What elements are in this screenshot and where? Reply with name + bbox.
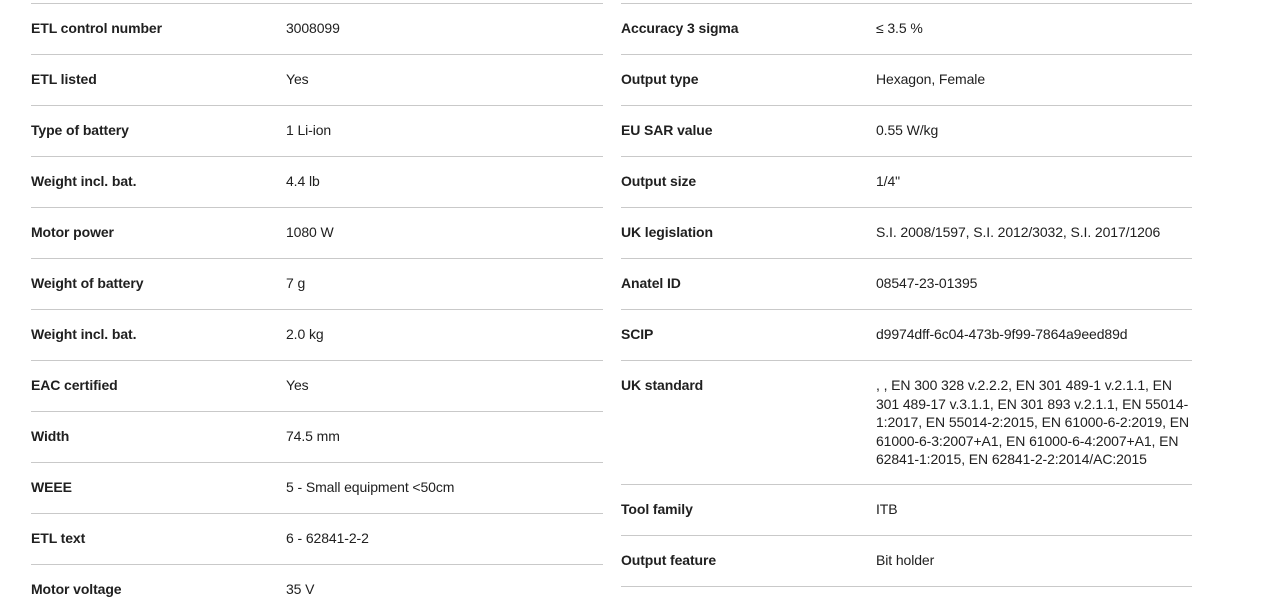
spec-label: SCIP [621,326,654,342]
spec-value: 08547-23-01395 [876,275,978,291]
spec-value: 1080 W [286,224,334,240]
spec-value: d9974dff-6c04-473b-9f99-7864a9eed89d [876,326,1128,342]
spec-row-scip [621,310,1192,361]
spec-value: 74.5 mm [286,428,340,444]
spec-value: 6 - 62841-2-2 [286,530,369,546]
spec-value: Bit holder [876,551,935,568]
spec-value: Yes [286,377,309,393]
spec-row-output-feature [621,536,1192,587]
spec-row-etl-control-number [31,4,603,55]
spec-value: 4.4 lb [286,173,320,189]
spec-row-accuracy-3-sigma [621,4,1192,55]
spec-row-etl-listed [31,55,603,106]
spec-value: 3008099 [286,20,340,36]
spec-label: UK legislation [621,224,713,240]
spec-value: Yes [286,71,309,87]
spec-value: ≤ 3.5 % [876,20,923,36]
spec-row-uk-standard [621,361,1192,485]
spec-row-eu-sar-value [621,106,1192,157]
spec-label: EAC certified [31,377,118,393]
spec-label: Tool family [621,500,693,517]
spec-row-motor-power [31,208,603,259]
spec-label: Weight of battery [31,275,144,291]
spec-label: ETL control number [31,20,162,36]
spec-row-weee [31,463,603,514]
spec-row-type-of-battery [31,106,603,157]
spec-label: Output size [621,173,697,189]
spec-label: Weight incl. bat. [31,173,137,189]
spec-table-right [621,3,1192,612]
spec-row-weight-incl-bat-lb [31,157,603,208]
spec-value: 1 Li-ion [286,122,332,138]
spec-row-weight-incl-bat-kg [31,310,603,361]
spec-label: Output feature [621,551,717,568]
spec-label: ETL listed [31,71,97,87]
spec-row-etl-text [31,514,603,565]
spec-value: Hexagon, Female [876,71,986,87]
spec-value: 35 V [286,581,315,597]
spec-label: ETL text [31,530,86,546]
spec-label: Weight incl. bat. [31,326,137,342]
spec-row-output-type [621,55,1192,106]
spec-label: WEEE [31,479,72,495]
spec-label: Anatel ID [621,275,681,291]
spec-label: Motor voltage [31,581,122,597]
spec-row-width [31,412,603,463]
spec-row-eac-certified [31,361,603,412]
spec-table-left [31,3,603,612]
spec-row-motor-voltage [31,565,603,612]
spec-value: , , EN 300 328 v.2.2.2, EN 301 489-1 v.2.1.1, EN 301 489-17 v.3.1.1, EN 301 893 v.2.1.1, EN 55014-1:2017, EN 55014-2:2015, EN 61000-6-2:2019, EN 61000-6-3:2007+A1, EN 61000-6-4:2007+A1, EN 62841-1:2015, EN 62841-2-2:2014/AC:2015 [876,377,1189,467]
spec-label: Motor power [31,224,114,240]
spec-label: EU SAR value [621,122,713,138]
spec-value: 7 g [286,275,306,291]
spec-value: 1/4" [876,173,901,189]
spec-label: Output type [621,71,699,87]
spec-row-tool-family [621,485,1192,536]
spec-row-output-size [621,157,1192,208]
spec-row-uk-legislation [621,208,1192,259]
spec-row-weight-of-battery [31,259,603,310]
spec-value: 5 - Small equipment <50cm [286,479,455,495]
spec-value: 2.0 kg [286,326,324,342]
spec-value: 0.55 W/kg [876,122,939,138]
spec-value: ITB [876,500,898,517]
spec-label: Type of battery [31,122,129,138]
spec-row-anatel-id [621,259,1192,310]
spec-label: Width [31,428,70,444]
spec-label: Accuracy 3 sigma [621,20,739,36]
spec-label: UK standard [621,377,704,393]
spec-value: S.I. 2008/1597, S.I. 2012/3032, S.I. 2017/1206 [876,224,1161,240]
